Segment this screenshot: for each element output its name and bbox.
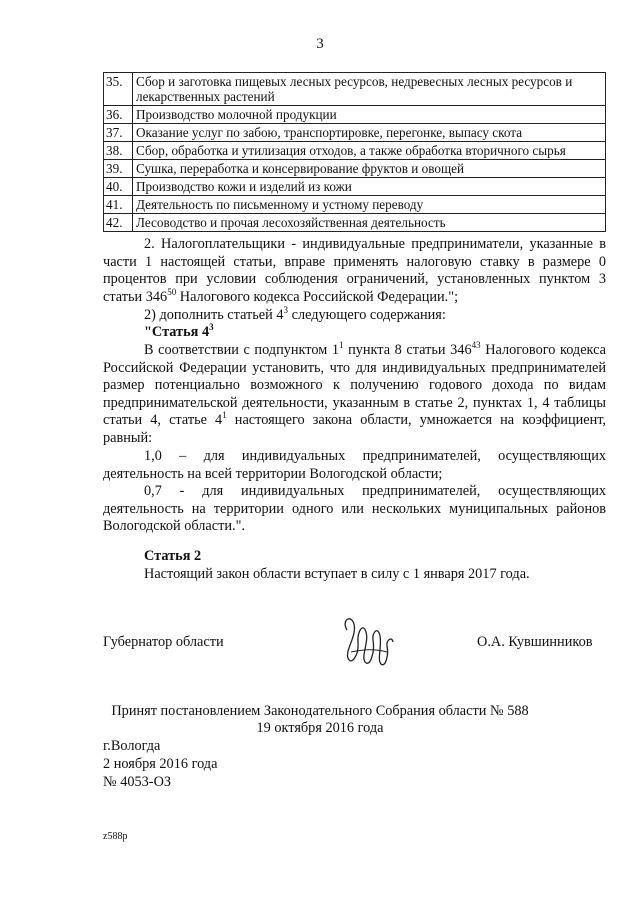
article-4-3-body-a-sup: 1 bbox=[339, 340, 344, 350]
paragraph-2-tail: Налогового кодекса Российской Федерации."; bbox=[176, 288, 459, 305]
table-row bbox=[104, 124, 606, 142]
paragraph-2-text: 2. Налогоплательщики - индивидуальные предприниматели, указанные в части 1 настоящей статьи, вправе применять налоговую ставку в размере 0 процентов при условии соблюдения ограничений, установленных пунктом 3 статьи 346 bbox=[103, 236, 606, 305]
activity-number: 37. bbox=[104, 124, 133, 142]
article-4-3-heading bbox=[144, 324, 444, 342]
adopted-line-2: 19 октября 2016 года bbox=[256, 720, 384, 736]
page-number: 3 bbox=[316, 36, 324, 52]
table-row bbox=[104, 160, 606, 178]
signature-image bbox=[337, 612, 397, 674]
document-code: z588р bbox=[103, 831, 128, 842]
article-4-3-heading-text: "Статья 4 bbox=[144, 324, 210, 340]
article-4-3-heading-sup: 3 bbox=[209, 322, 214, 332]
paragraph-2-sup: 50 bbox=[167, 286, 177, 297]
activity-text: Сбор и заготовка пищевых лесных ресурсов, недревесных лесных ресурсов и лекарственных растений bbox=[133, 73, 606, 106]
table-row bbox=[104, 196, 606, 214]
activity-number: 40. bbox=[104, 178, 133, 196]
activity-number: 35. bbox=[104, 73, 133, 106]
governor-name: О.А. Кувшинников bbox=[477, 634, 593, 650]
item-2-text: 2) дополнить статьей 4 bbox=[144, 307, 284, 323]
article-4-3-body-b-sup: 43 bbox=[471, 340, 481, 350]
activity-number: 41. bbox=[104, 196, 133, 214]
governor-title: Губернатор области bbox=[103, 634, 224, 650]
activity-text: Сушка, переработка и консервирование фруктов и овощей bbox=[133, 160, 606, 178]
activity-text: Производство молочной продукции bbox=[133, 106, 606, 124]
table-row bbox=[104, 142, 606, 160]
table-row bbox=[104, 214, 606, 232]
table-row bbox=[104, 106, 606, 124]
article-2-text: Настоящий закон области вступает в силу с 1 января 2017 года. bbox=[144, 566, 530, 582]
activity-text: Оказание услуг по забою, транспортировке, перегонке, выпасу скота bbox=[133, 124, 606, 142]
article-4-3-body-c-sup: 1 bbox=[222, 410, 227, 420]
table-row bbox=[104, 178, 606, 196]
article-4-3-body-c: Налогового кодекса Российской Федерации установить, что для индивидуальных предпринимателей размер потенциально возможного к получению годового дохода по видам предпринимательской деятельности, указанным в статье 2, пунктах 1, 4 таблицы статьи 4, статье 4 bbox=[103, 342, 607, 428]
item-2-tail: следующего содержания: bbox=[288, 307, 446, 323]
law-number: № 4053-ОЗ bbox=[103, 774, 172, 790]
activity-text: Лесоводство и прочая лесохозяйственная деятельность bbox=[133, 214, 606, 232]
activity-number: 39. bbox=[104, 160, 133, 178]
activity-text: Производство кожи и изделий из кожи bbox=[133, 178, 606, 196]
article-4-3-body-b: пункта 8 статьи 346 bbox=[343, 342, 472, 358]
activities-table bbox=[103, 72, 606, 232]
coefficient-2: 0,7 - для индивидуальных предпринимателей, осуществляющих деятельность на территории одного или нескольких муниципальных районов Вологодской области.". bbox=[103, 483, 606, 534]
item-2-sup: 3 bbox=[283, 305, 289, 315]
activity-number: 38. bbox=[104, 142, 133, 160]
activity-number: 42. bbox=[104, 214, 133, 232]
table-row bbox=[104, 73, 606, 106]
article-2-heading: Статья 2 bbox=[144, 548, 202, 564]
article-4-3-body-d: настоящего закона области, умножается на коэффициент, равный: bbox=[103, 412, 606, 446]
activity-text: Деятельность по письменному и устному переводу bbox=[133, 196, 606, 214]
adopted-line-1: Принят постановлением Законодательного Собрания области № 588 bbox=[111, 703, 529, 719]
place: г.Вологда bbox=[103, 738, 161, 754]
coefficient-1: 1,0 – для индивидуальных предпринимателей, осуществляющих деятельность на всей территории Вологодской области; bbox=[103, 448, 606, 482]
paragraph-2 bbox=[103, 236, 606, 306]
article-4-3-body-a: В соответствии с подпунктом 1 bbox=[144, 342, 340, 358]
activity-text: Сбор, обработка и утилизация отходов, а также обработка вторичного сырья bbox=[133, 142, 606, 160]
activity-number: 36. bbox=[104, 106, 133, 124]
article-4-3-body bbox=[103, 342, 606, 447]
law-date: 2 ноября 2016 года bbox=[103, 756, 218, 772]
